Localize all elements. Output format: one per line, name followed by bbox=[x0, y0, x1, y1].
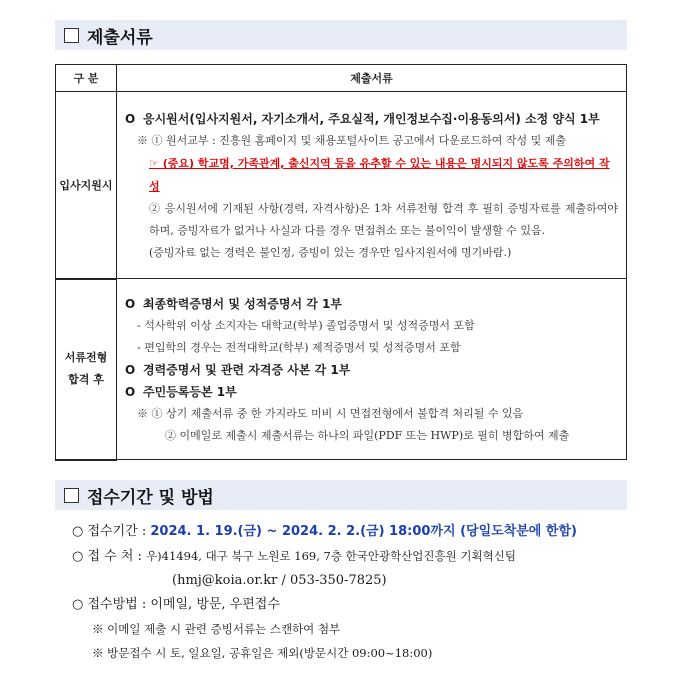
reception-contact: (hmj@koia.or.kr / 053-350-7825) bbox=[172, 573, 387, 588]
reception-place: ○ 접 수 처 : 우)41494, 대구 북구 노원로 169, 7층 한국안광학산업진흥원 기획혁신팀 bbox=[72, 549, 516, 564]
reception-info bbox=[72, 520, 632, 665]
note-text: ② 응시원서에 기재된 사항(경력, 자격사항)은 1차 서류전형 합격 후 필히 증빙자료를 제출하여야 하며, 증빙자료가 없거나 사실과 다를 경우 면접취소 또는 불이익이 발생할 수 있음. bbox=[149, 202, 618, 237]
sub-item: - 편입학의 경우는 전적대학교(학부) 제적증명서 및 성적증명서 포함 bbox=[137, 341, 461, 354]
note-text: ※ 이메일 제출 시 관련 증빙서류는 스캔하여 첨부 bbox=[92, 622, 341, 636]
note-text: ※ 방문접수 시 토, 일요일, 공휴일은 제외(방문시간 09:00~18:00) bbox=[92, 646, 433, 660]
note-text: (증빙자료 없는 경력은 불인정, 증빙이 있는 경우만 입사지원서에 명기바람.) bbox=[149, 246, 512, 259]
section-header-reception bbox=[55, 480, 627, 510]
checkbox-square-icon bbox=[64, 488, 79, 503]
reception-period: ○ 접수기간 : 2024. 1. 19.(금) ~ 2024. 2. 2.(금) 18:00까지 (당일도착분에 한함) bbox=[72, 524, 577, 539]
reception-method: ○ 접수방법 : 이메일, 방문, 우편접수 bbox=[72, 597, 280, 612]
warning-text: ☞ (중요) 학교명, 가족관계, 출신지역 등을 유추할 수 있는 내용은 명시되지 않도록 주의하여 작성 bbox=[149, 157, 610, 193]
section-title: 접수기간 및 방법 bbox=[87, 487, 214, 508]
list-item: O 경력증명서 및 관련 자격증 사본 각 1부 bbox=[125, 363, 351, 377]
list-item: O 응시원서(입사지원서, 자기소개서, 주요실적, 개인정보수집·이용동의서) 소정 양식 1부 bbox=[125, 112, 600, 126]
list-item: O 최종학력증명서 및 성적증명서 각 1부 bbox=[125, 297, 342, 311]
table-header-row bbox=[56, 65, 627, 92]
table-row bbox=[56, 279, 627, 460]
table-row bbox=[56, 92, 627, 279]
list-item: O 주민등록등본 1부 bbox=[125, 385, 237, 399]
note-text: ※ ① 상기 제출서류 중 한 가지라도 미비 시 면접전형에서 불합격 처리될 수 있음 bbox=[137, 407, 524, 420]
row-content-application bbox=[117, 92, 627, 279]
row-content-after-pass bbox=[117, 279, 627, 460]
note-text: ② 이메일로 제출시 제출서류는 하나의 파일(PDF 또는 HWP)로 필히 병합하여 제출 bbox=[165, 429, 570, 442]
note-text: ※ ① 원서교부 : 진흥원 홈페이지 및 채용포털사이트 공고에서 다운로드하여 작성 및 제출 bbox=[137, 134, 566, 147]
row-label-after-pass: 서류전형 합격 후 bbox=[56, 279, 117, 460]
checkbox-square-icon bbox=[64, 28, 79, 43]
header-documents: 제출서류 bbox=[117, 65, 627, 92]
section-header-documents bbox=[55, 20, 627, 50]
sub-item: - 석사학위 이상 소지자는 대학교(학부) 졸업증명서 및 성적증명서 포함 bbox=[137, 319, 475, 332]
documents-table bbox=[55, 64, 627, 461]
section-title: 제출서류 bbox=[87, 27, 153, 48]
header-category: 구 분 bbox=[56, 65, 117, 92]
row-label-application: 입사지원시 bbox=[56, 92, 117, 279]
